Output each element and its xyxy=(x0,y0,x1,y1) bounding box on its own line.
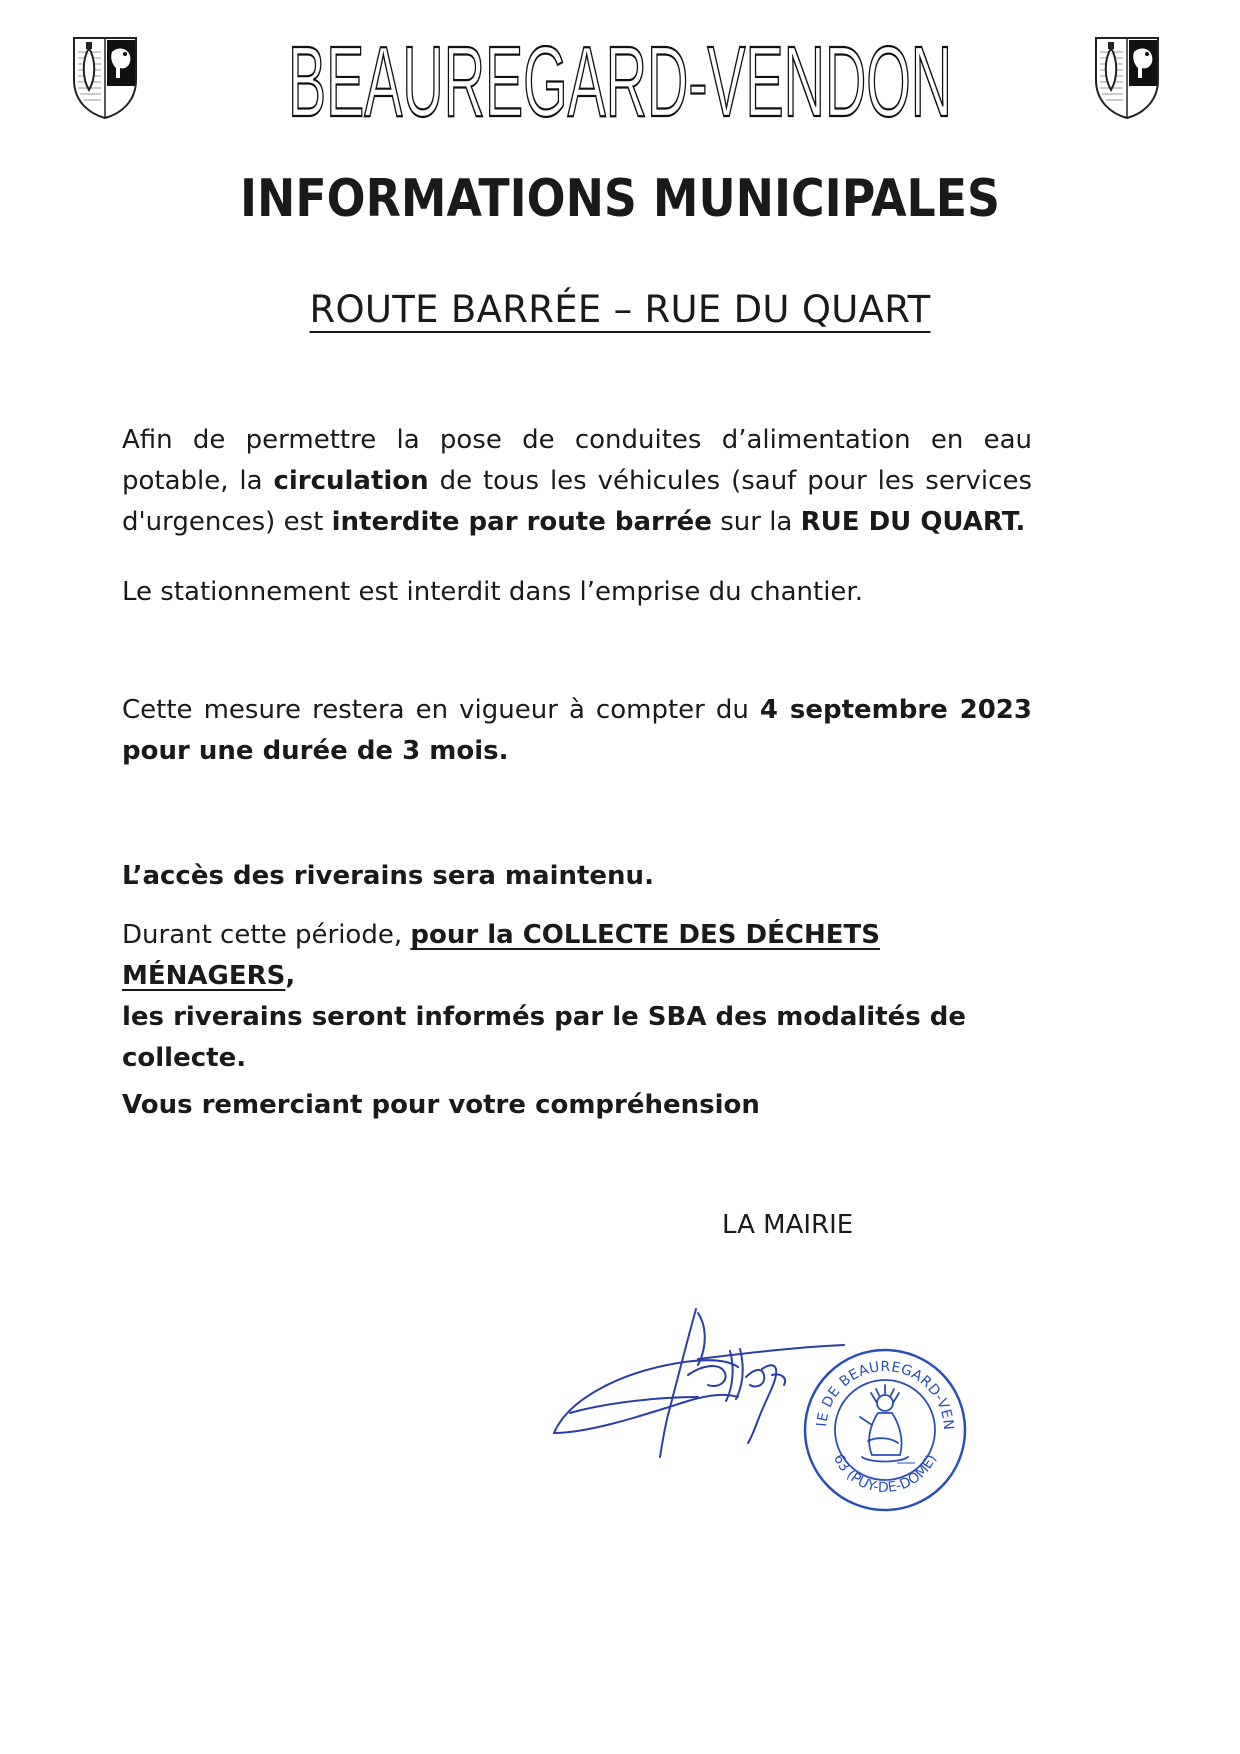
street-name: RUE DU QUART. xyxy=(800,507,1026,537)
notice-paragraph-closure xyxy=(122,420,1032,543)
notice-paragraph-duration xyxy=(122,690,1032,772)
stamp-text-top: IE DE BEAUREGARD-VEN xyxy=(814,1358,957,1432)
notice-subject-text: ROUTE BARRÉE – RUE DU QUART xyxy=(309,288,931,331)
text-run-bold: les riverains seront informés par le SBA des modalités de collecte. xyxy=(122,1002,967,1073)
svg-text:63 (PUY-DE-DOME) xyxy=(830,1452,940,1496)
text-run: Cette mesure restera en vigueur à compter du xyxy=(122,695,760,725)
text-run: Durant cette période, xyxy=(122,920,411,950)
page-headline xyxy=(240,154,1010,244)
notice-subject xyxy=(0,288,1240,331)
stamp-text-bottom: 63 (PUY-DE-DOME) xyxy=(830,1451,940,1497)
waste-collection-highlight: pour la COLLECTE DES DÉCHETS MÉNAGERS xyxy=(122,920,880,991)
text-run: sur la xyxy=(711,507,801,537)
start-date-duration: 4 septembre 2023 pour une durée de 3 mois. xyxy=(122,695,1032,766)
signoff-mairie: LA MAIRIE xyxy=(722,1210,854,1240)
headline-text: INFORMATIONS MUNICIPALES xyxy=(240,169,1000,229)
municipal-stamp xyxy=(800,1345,970,1515)
town-name xyxy=(0,26,1240,138)
text-run: Afin de permettre la pose de conduites d’alimentation en eau potable, la xyxy=(122,425,1032,496)
text-run: de tous les véhicules (sauf pour les services d'urgences) est xyxy=(122,466,1032,537)
text-run: , xyxy=(285,961,296,991)
notice-paragraph-parking: Le stationnement est interdit dans l’emprise du chantier. xyxy=(122,577,863,607)
notice-paragraph-waste xyxy=(122,915,1032,1079)
notice-paragraph-access: L’accès des riverains sera maintenu. xyxy=(122,861,654,891)
marianne-emblem-icon xyxy=(860,1385,908,1462)
town-name-text: BEAUREGARD-VENDON xyxy=(288,26,952,138)
text-run-bold: interdite par route barrée xyxy=(331,507,712,537)
closing-thanks: Vous remerciant pour votre compréhension xyxy=(122,1090,760,1120)
text-run-bold: circulation xyxy=(273,466,429,496)
